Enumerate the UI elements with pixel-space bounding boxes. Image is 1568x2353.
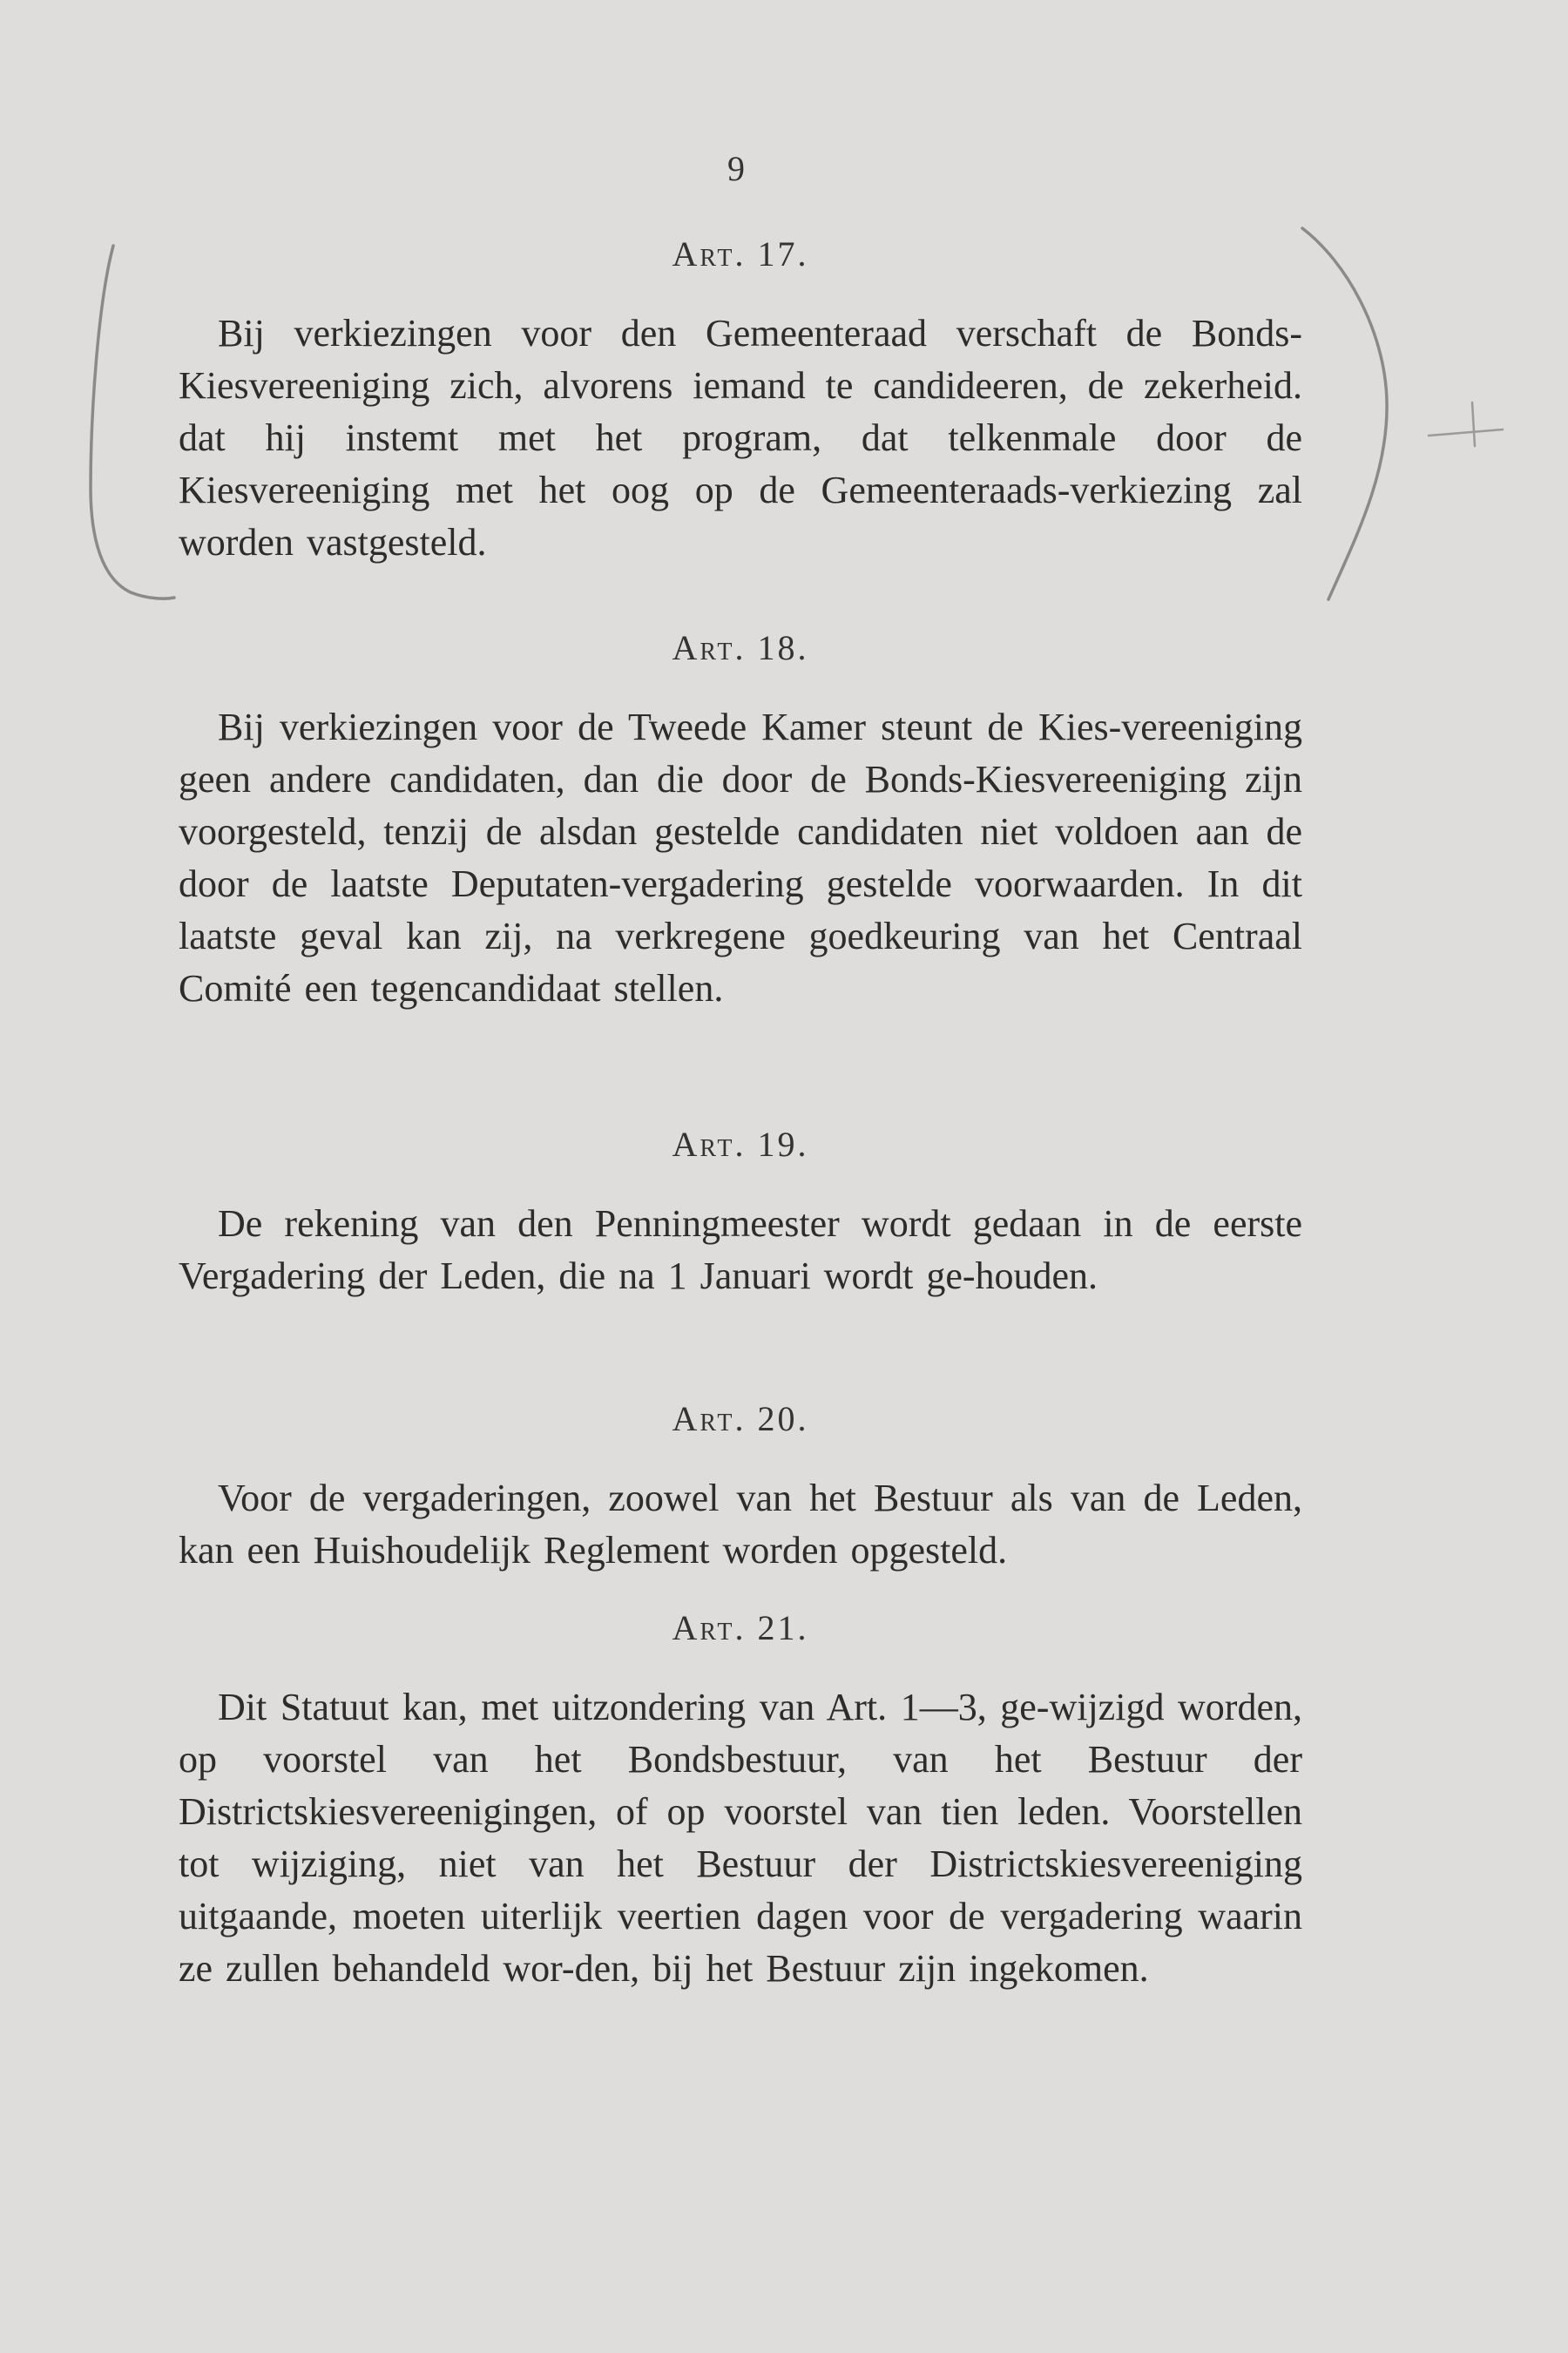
article-heading: Art. 21. [672, 1608, 809, 1647]
pencil-plus-vertical [1472, 402, 1475, 446]
article-text: Dit Statuut kan, met uitzondering van Art. 1—3, ge-wijzigd worden, op voorstel van het Bondsbestuur, van het Bestuur der Districtskiesvereenigingen, of op voorstel van tien leden. Voorstellen tot wijziging, niet van het Bestuur der Districtskiesvereeniging uitgaande, moeten uiterlijk veertien dagen voor de vergadering waarin ze zullen behandeld wor-den, bij het Bestuur zijn ingekomen. [179, 1686, 1302, 1990]
article-20 [179, 1398, 1302, 1577]
article-18 [179, 627, 1302, 1015]
pencil-right-bracket [1302, 228, 1387, 599]
page-number: 9 [727, 149, 745, 188]
article-21 [179, 1607, 1302, 1995]
pencil-plus-horizontal [1429, 429, 1503, 436]
article-heading: Art. 18. [672, 628, 809, 667]
article-19 [179, 1124, 1302, 1302]
article-text: De rekening van den Penningmeester wordt gedaan in de eerste Vergadering der Leden, die na 1 Januari wordt ge-houden. [179, 1202, 1302, 1297]
pencil-left-bracket [91, 246, 174, 598]
article-text: Voor de vergaderingen, zoowel van het Bestuur als van de Leden, kan een Huishoudelijk Reglement worden opgesteld. [179, 1477, 1302, 1572]
article-heading: Art. 17. [672, 234, 809, 274]
article-17 [179, 233, 1302, 569]
article-heading: Art. 20. [672, 1399, 809, 1438]
article-text: Bij verkiezingen voor de Tweede Kamer steunt de Kies-vereeniging geen andere candidaten, dan die door de Bonds-Kiesvereeniging zijn voorgesteld, tenzij de alsdan gestelde candidaten niet voldoen aan de door de laatste Deputaten-vergadering gestelde voorwaarden. In dit laatste geval kan zij, na verkregene goedkeuring van het Centraal Comité een tegencandidaat stellen. [179, 706, 1302, 1010]
article-heading: Art. 19. [672, 1125, 809, 1164]
article-text: Bij verkiezingen voor den Gemeenteraad verschaft de Bonds-Kiesvereeniging zich, alvorens iemand te candideeren, de zekerheid. dat hij instemt met het program, dat telkenmale door de Kiesvereeniging met het oog op de Gemeenteraads-verkiezing zal worden vastgesteld. [179, 312, 1302, 564]
